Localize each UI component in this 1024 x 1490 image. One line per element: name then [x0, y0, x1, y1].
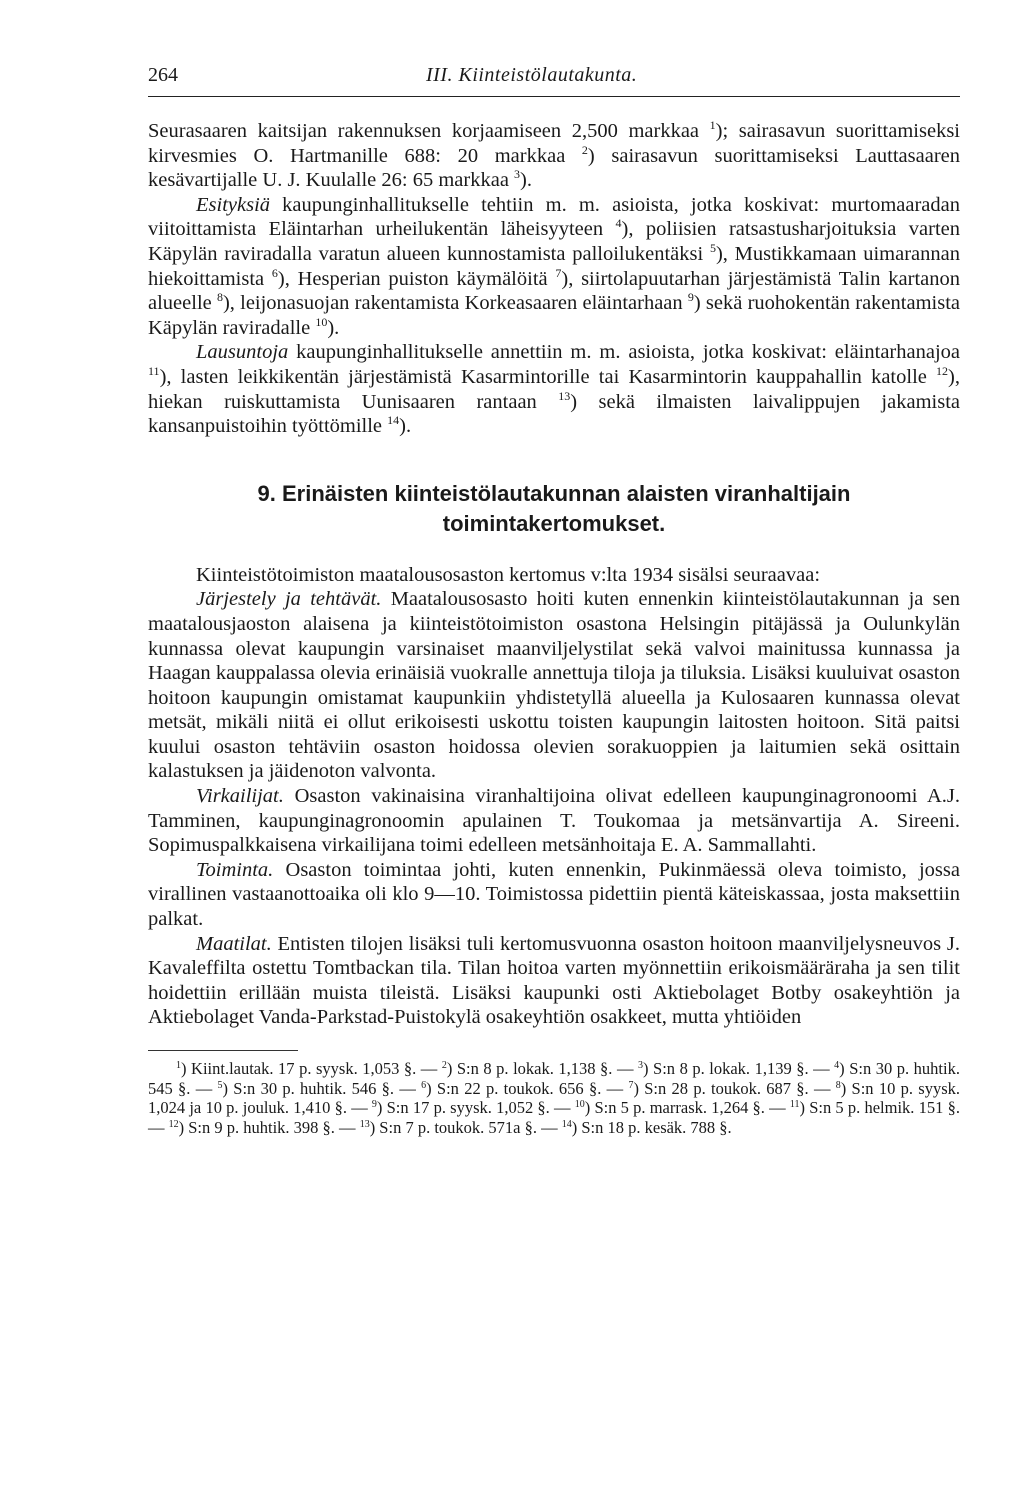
italic-lead: Toiminta.	[196, 858, 274, 881]
text-run: kaupunginhallitukselle annettiin m. m. asioista, jotka koskivat: eläintarhanajoa	[288, 341, 960, 364]
text-run: Osaston vakinaisina viranhaltijoina olivat edelleen kaupunginagronoomi A.J. Tamminen, kaupunginagronoomin apulainen T. Toukomaa ja metsänvartija A. Sireeni. Sopimuspalkkaisena virkailijana toimi edelleen metsänhoitaja E. A. Sammallahti.	[148, 785, 960, 857]
text-run: Seurasaaren kaitsijan rakennuksen korjaamiseen 2,500 markkaa	[148, 120, 710, 142]
footnote-ref: 3	[514, 167, 521, 182]
text-run: ), poliisien ratsastusharjoituksia varten Käpylän raviradalla varatun alueen kunnostamista palloilukentäksi	[148, 218, 960, 265]
footnote-ref: 12	[168, 1118, 179, 1130]
text-run: ), leijonasuojan rakentamista Korkeasaaren eläintarhaan	[222, 292, 688, 315]
paragraph	[148, 563, 960, 588]
footnote-ref: 5	[709, 240, 716, 255]
footnote-ref: 13	[359, 1118, 370, 1130]
footnote-ref: 9	[687, 290, 694, 305]
footnotes	[148, 1059, 960, 1137]
text-run: ), Hesperian puiston käymälöitä	[277, 267, 556, 290]
text-run: Entisten tilojen lisäksi tuli kertomusvuonna osaston hoitoon maanviljelysneuvos J. Kavaleffilta ostettu Tomtbackan tila. Tilan hoitoa varten myönnettiin erikoismääräraha ja sen tilit hoidettiin erillään muista tileistä. Lisäksi kaupunki osti Aktiebolaget Botby osakeyhtiön ja Aktiebolaget Vanda-Parkstad-Puistokylä osakeyhtiön osakkeet, mutta yhtiöiden	[148, 932, 960, 1029]
footnote-ref: 2	[441, 1060, 447, 1071]
paragraph	[148, 932, 960, 1030]
text-run: ) S:n 28 p. toukok. 687 §. —	[633, 1078, 836, 1098]
footnote-ref: 14	[561, 1118, 572, 1130]
running-head	[148, 62, 960, 97]
footnote-rule	[148, 1050, 298, 1051]
paragraph	[148, 193, 960, 341]
paragraph-block-2	[148, 563, 960, 1030]
text-run: ) S:n 17 p. syysk. 1,052 §. —	[376, 1098, 575, 1118]
text-run: ).	[520, 169, 532, 192]
text-run: ), Mustikkamaan uimarannan hiekoittamista	[148, 242, 960, 290]
text-run: ); sairasavun suorittamiseksi kirvesmies O. Hartmanille 688: 20 markkaa	[148, 120, 960, 167]
text-run: ) S:n 8 p. lokak. 1,138 §. —	[446, 1059, 638, 1078]
text-run: ) S:n 9 p. huhtik. 398 §. —	[178, 1117, 360, 1137]
section-heading: 9. Erinäisten kiinteistölautakunnan alaisten viranhaltijain toimintakertomukset.	[257, 480, 851, 536]
footnote-ref: 10	[315, 314, 328, 329]
footnote-ref: 14	[387, 413, 400, 428]
italic-lead: Maatilat.	[196, 932, 272, 955]
text-run: ), lasten leikkikentän järjestämistä Kasarmintorille tai Kasarmintorin kauppahallin katolle	[159, 365, 937, 388]
text-run: ), hiekan ruiskuttamista Uunisaaren rantaan	[148, 365, 960, 413]
footnote-ref: 1	[176, 1060, 181, 1071]
text-run: ) S:n 5 p. helmik. 151 §. —	[148, 1098, 960, 1137]
footnote-ref: 2	[581, 142, 588, 157]
page-number: 264	[148, 64, 178, 86]
footnote-ref: 7	[555, 265, 562, 280]
footnote-ref: 9	[371, 1099, 377, 1111]
footnote-ref: 7	[628, 1079, 634, 1091]
text-run: Osaston toimintaa johti, kuten ennenkin, Pukinmäessä oleva toimisto, jossa virallinen vastaanottoaika oli klo 9—10. Toimistossa pidettiin pientä käteiskassaa, josta maksettiin palkat.	[148, 858, 960, 931]
text-run: ) sairasavun suorittamiseksi Lauttasaaren kesävartijalle U. J. Kuulalle 26: 65 markkaa	[148, 144, 960, 192]
footnote-ref: 8	[835, 1079, 841, 1091]
italic-lead: Lausuntoja	[196, 341, 289, 364]
body-text	[148, 119, 960, 1030]
footnote-ref: 13	[558, 388, 571, 403]
document-page	[148, 62, 960, 1137]
text-run: ) sekä ilmaisten laivalippujen jakamista kansanpuistoihin työttömille	[148, 390, 960, 438]
footnote-ref: 11	[148, 363, 160, 378]
italic-lead: Järjestely ja tehtävät.	[196, 588, 382, 611]
text-run: ) S:n 10 p. syysk. 1,024 ja 10 p. jouluk. 1,410 §. —	[148, 1078, 960, 1118]
footnote-ref: 8	[216, 290, 223, 305]
text-run: ) S:n 7 p. toukok. 571a §. —	[369, 1117, 562, 1137]
italic-lead: Esityksiä	[196, 193, 271, 216]
paragraph	[148, 119, 960, 193]
text-run: ) S:n 22 p. toukok. 656 §. —	[426, 1078, 629, 1098]
footnote-ref: 6	[421, 1079, 427, 1091]
paragraph	[148, 784, 960, 858]
paragraph	[148, 587, 960, 784]
footnote-ref: 3	[638, 1060, 643, 1071]
text-run: ) S:n 5 p. marrask. 1,264 §. —	[584, 1098, 790, 1118]
paragraph	[148, 858, 960, 932]
footnote-ref: 4	[834, 1060, 840, 1071]
text-run: kaupunginhallitukselle tehtiin m. m. asioista, jotka koskivat: murtomaaradan viitoittamista Eläintarhan urheilukentän läheisyyteen	[148, 193, 960, 241]
footnote-ref: 5	[217, 1079, 223, 1091]
text-run: ) sekä ruohokentän rakentamista Käpylän raviradalle	[148, 292, 960, 339]
footnote-ref: 4	[615, 216, 622, 231]
paragraph-block-1	[148, 119, 960, 439]
text-run: ).	[327, 316, 340, 339]
footnote-ref: 10	[574, 1099, 585, 1111]
text-run: ), siirtolapuutarhan järjestämistä Talin kartanon alueelle	[148, 267, 960, 315]
text-run: ) S:n 30 p. huhtik. 546 §. —	[222, 1078, 422, 1098]
paragraph	[148, 340, 960, 438]
footnote-ref: 6	[271, 265, 278, 280]
text-run: Kiinteistötoimiston maatalousosaston kertomus v:lta 1934 sisälsi seuraavaa:	[196, 563, 821, 586]
footnote-ref: 1	[709, 118, 716, 132]
footnote-ref: 11	[789, 1099, 800, 1111]
text-run: ) S:n 8 p. lokak. 1,139 §. —	[643, 1059, 835, 1078]
running-title: III. Kiinteistölautakunta.	[426, 64, 638, 86]
text-run: ) S:n 30 p. huhtik. 545 §. —	[148, 1059, 960, 1098]
text-run: ) Kiint.lautak. 17 p. syysk. 1,053 §. —	[181, 1059, 442, 1078]
text-run: ) S:n 18 p. kesäk. 788 §.	[571, 1117, 732, 1137]
italic-lead: Virkailijat.	[196, 785, 284, 808]
text-run: ).	[399, 415, 412, 438]
footnote-ref: 12	[936, 363, 949, 378]
text-run: Maatalousosasto hoiti kuten ennenkin kiinteistölautakunnan ja sen maatalousjaoston alaisena ja kiinteistötoimiston osastona Helsingin pitäjässä ja Oulunkylän kunnassa olevat kaupungin varsinaiset maanviljelystilat sekä valvoi mainitussa kunnassa ja Haagan kauppalassa olevia erinäisiä vuokralle annettuja tiloja ja tiluksia. Lisäksi kuuluivat osaston hoitoon kaupungin omistamat kaupunkiin yhdistetyllä alueella ja Kulosaaren kunnassa olevat metsät, mikäli niitä ei ollut erikoisesti uskottu toisten kaupungin laitosten hoitoon. Sitä paitsi kuului osaston tehtäviin osaston hoidossa olevien sorakuoppien ja laitumien sekä osittain kalastuksen ja jäidenoton valvonta.	[148, 588, 960, 783]
